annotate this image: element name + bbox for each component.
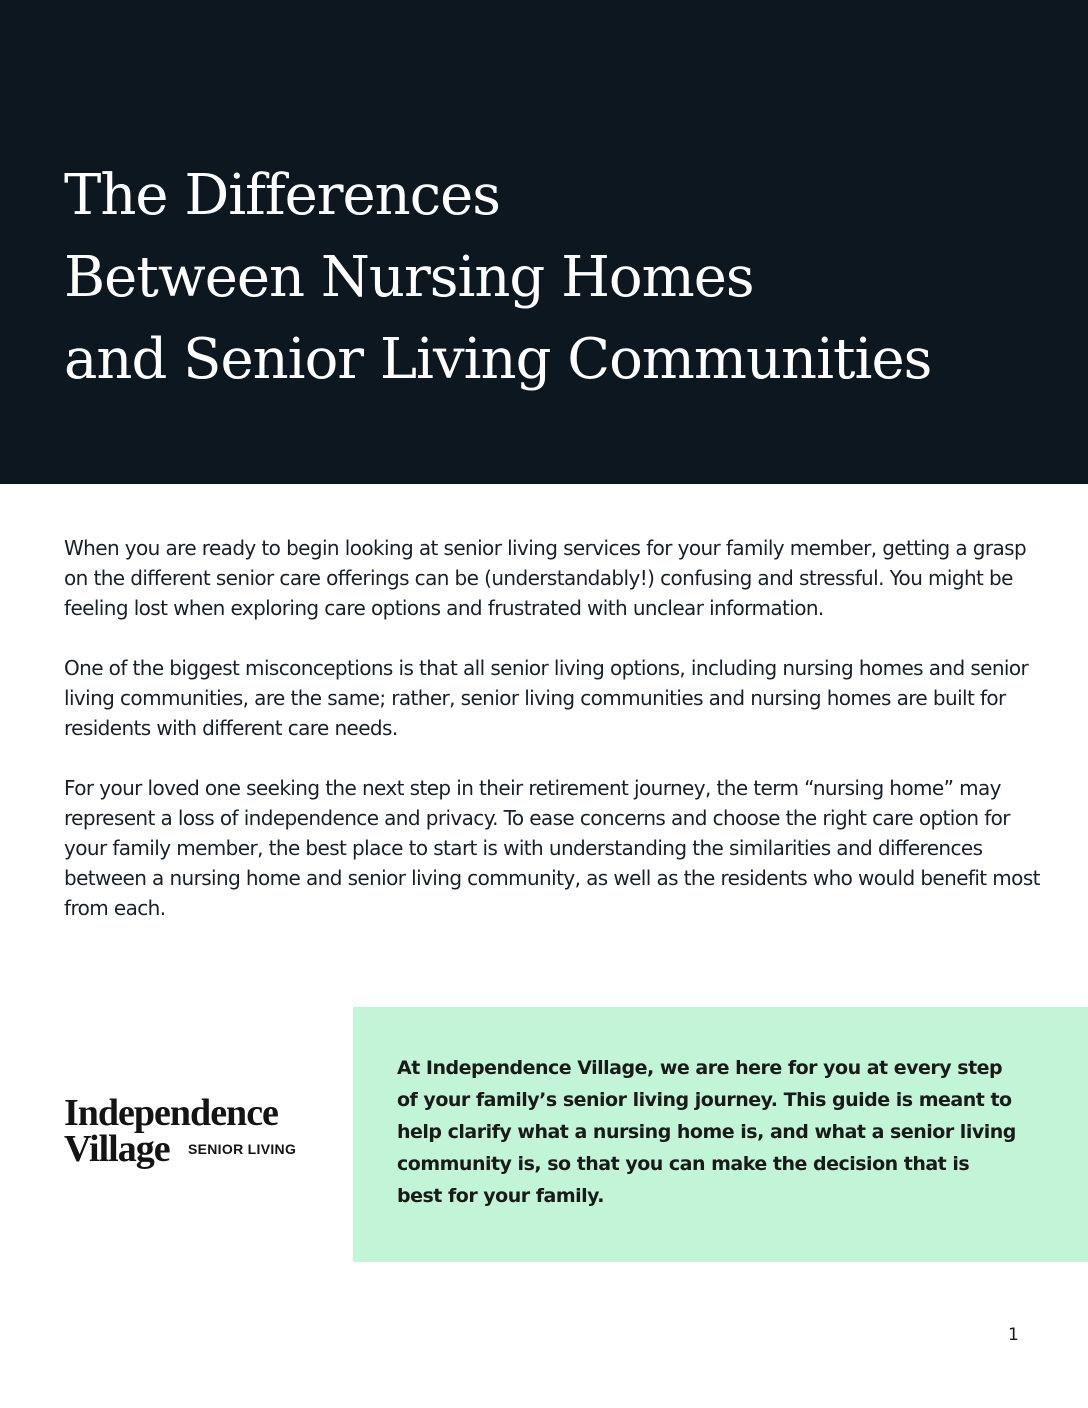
callout-box	[353, 1007, 1088, 1262]
logo-line-1: Independence	[64, 1092, 278, 1134]
header-banner	[0, 0, 1088, 484]
page-number: 1	[1008, 1325, 1019, 1345]
logo-line-2: Village	[64, 1128, 170, 1170]
title-line-3: and Senior Living Communities	[64, 327, 932, 392]
page-title	[64, 155, 931, 401]
independence-village-logo	[64, 1093, 344, 1183]
body-paragraph-1: When you are ready to begin looking at senior living services for your family member, getting a grasp on the different senior care offerings can be (understandably!) confusing and stressful. You might be feeling lost when exploring care options and frustrated with unclear information.	[64, 536, 1027, 620]
logo-subtitle: SENIOR LIVING	[188, 1141, 297, 1157]
title-line-1: The Differences	[64, 163, 500, 228]
callout-text: At Independence Village, we are here for you at every step of your family’s senior living journey. This guide is meant to help clarify what a nursing home is, and what a senior living community is, so that you can make the decision that is best for your family.	[397, 1057, 1016, 1207]
title-line-2: Between Nursing Homes	[64, 245, 754, 310]
body-text	[64, 533, 1054, 953]
body-paragraph-3: For your loved one seeking the next step in their retirement journey, the term “nursing home” may represent a loss of independence and privacy. To ease concerns and choose the right care option for your family member, the best place to start is with understanding the similarities and differences between a nursing home and senior living community, as well as the residents who would benefit most from each.	[64, 776, 1040, 920]
body-paragraph-2: One of the biggest misconceptions is that all senior living options, including nursing homes and senior living communities, are the same; rather, senior living communities and nursing homes are built for residents with different care needs.	[64, 656, 1029, 740]
